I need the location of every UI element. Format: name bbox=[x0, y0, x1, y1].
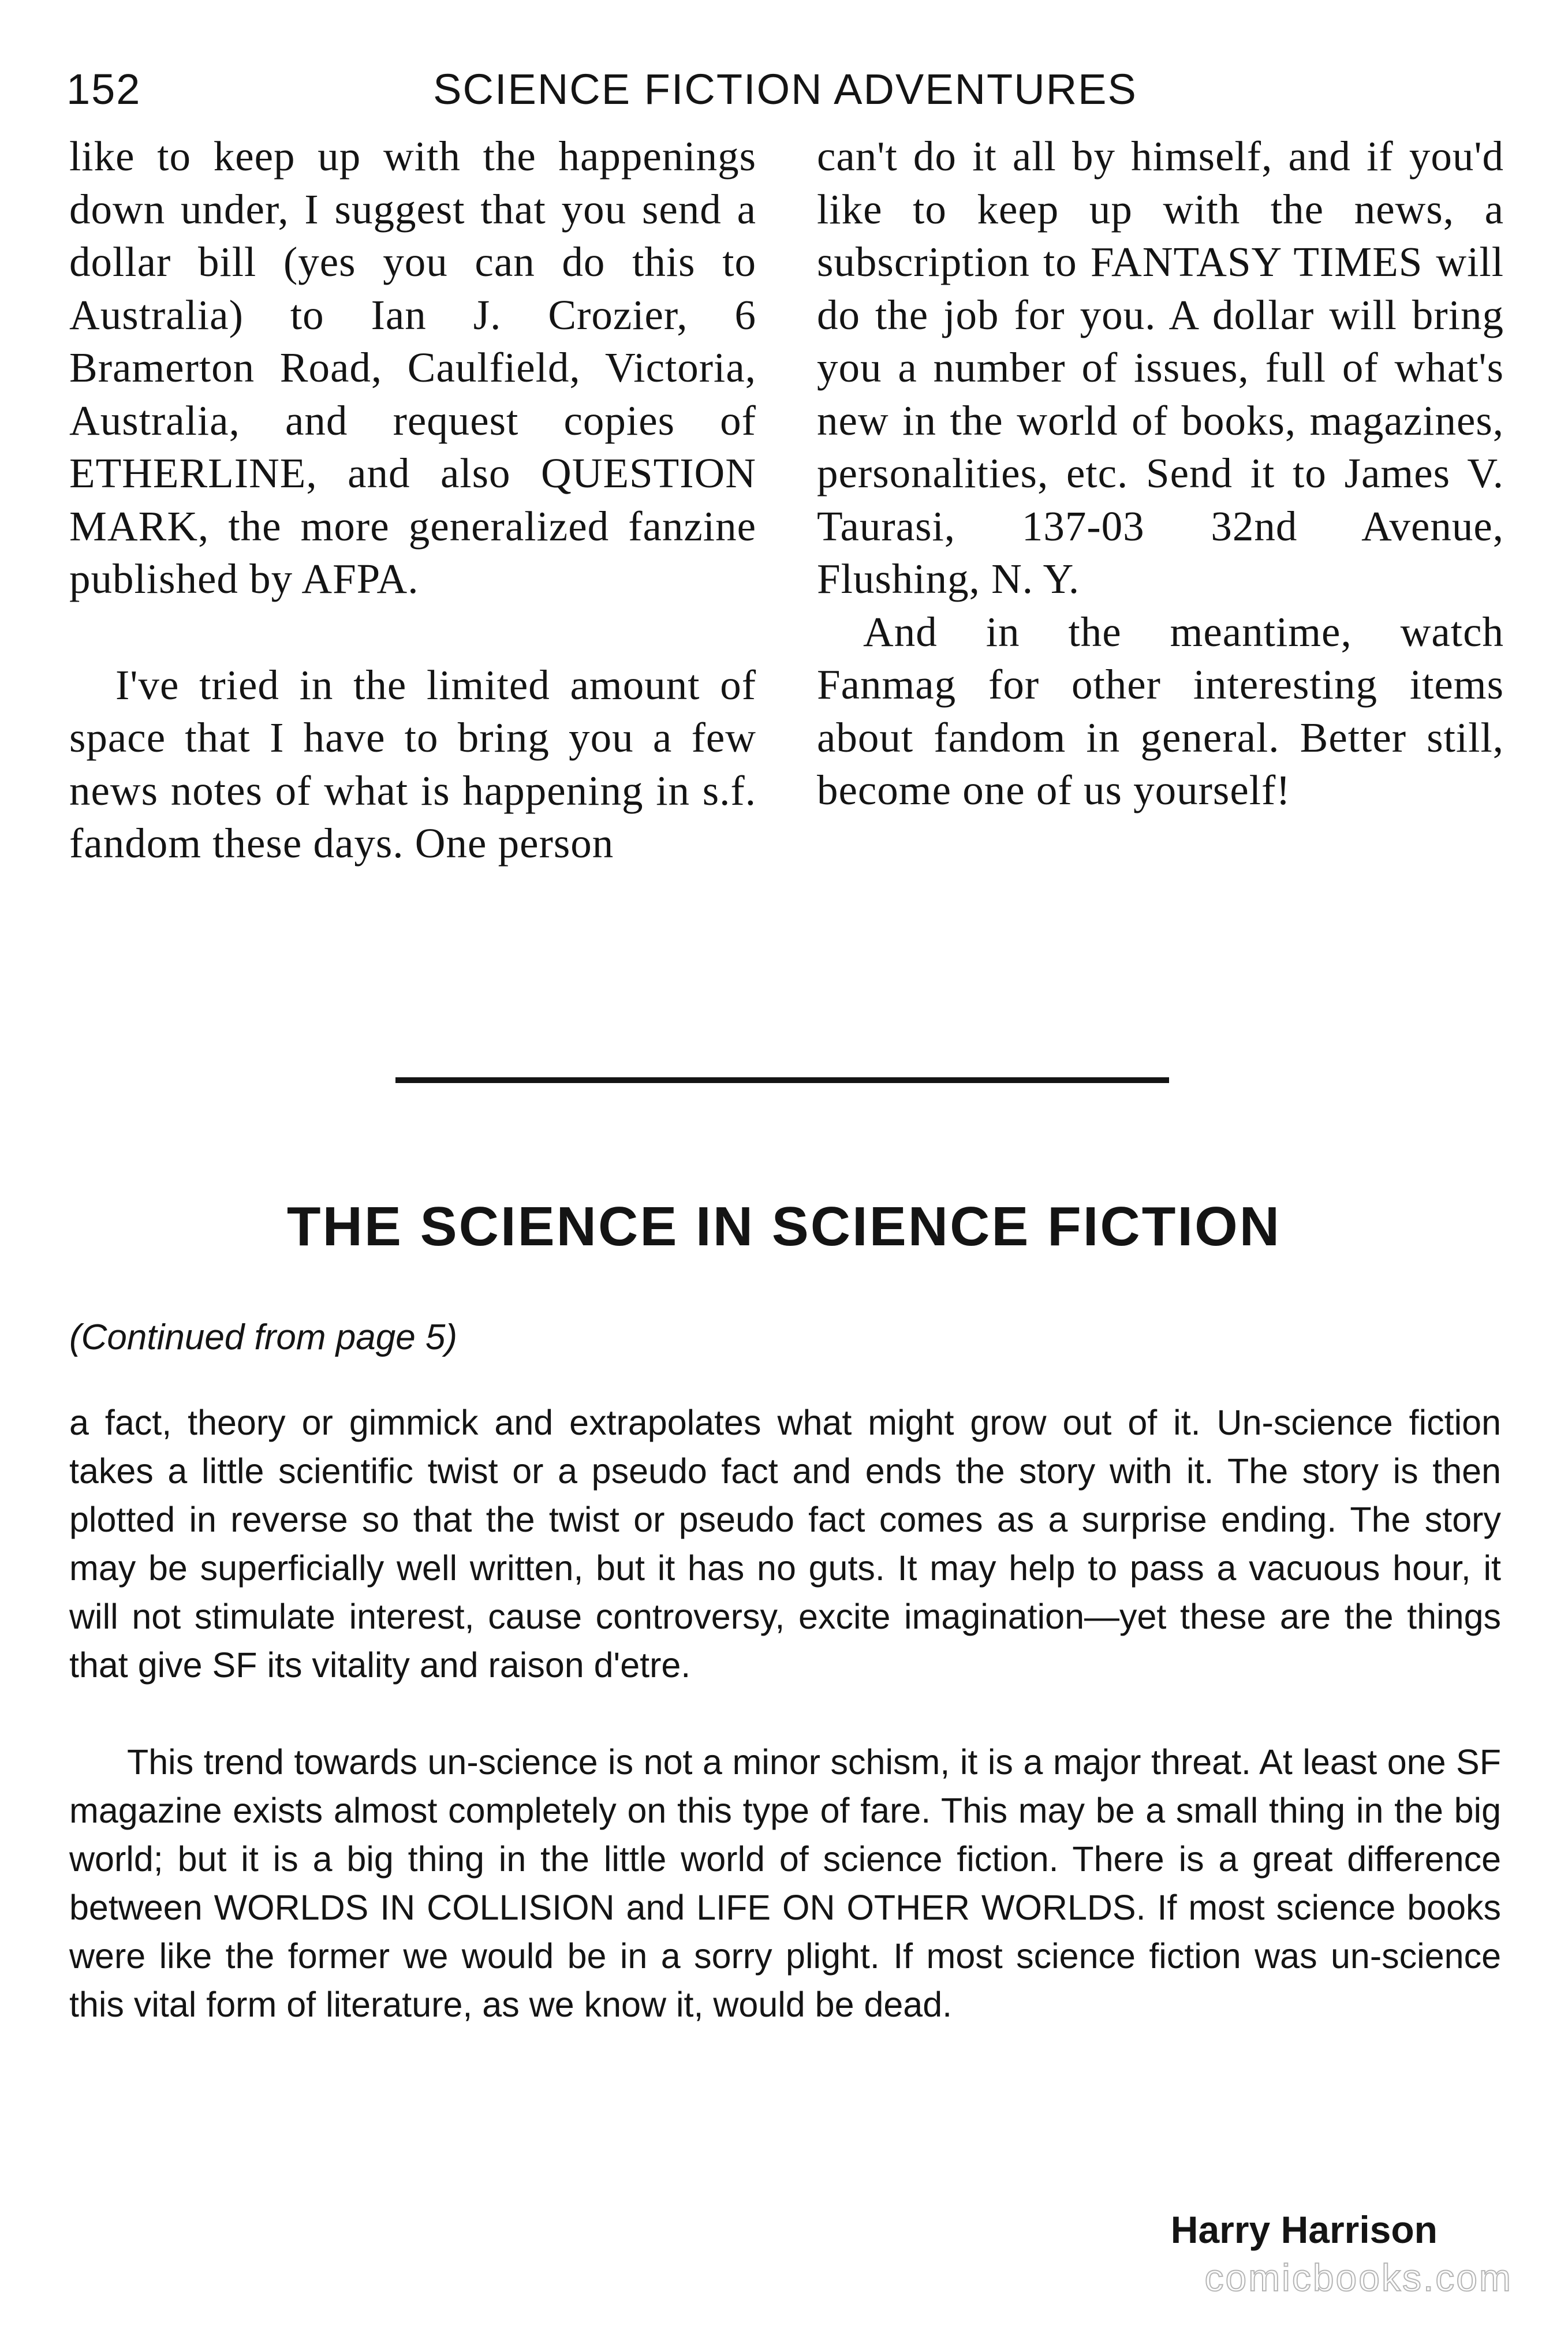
author-byline: Harry Harrison bbox=[1170, 2208, 1438, 2251]
left-column-paragraph: I've tried in the limited amount of space that I have to bring you a few news notes of what is happening in s.f. fandom these days. One person bbox=[69, 661, 756, 867]
left-column bbox=[69, 130, 756, 870]
left-column-paragraph: like to keep up with the happenings down under, I suggest that you send a dollar bill (yes you can do this to Australia) to Ian J. Crozier, 6 Bramerton Road, Caulfield, Victoria, Australia, and request copies of ETHERLINE, and also QUESTION MARK, the more generalized fanzine published by AFPA. bbox=[69, 133, 756, 602]
right-column-paragraph: And in the meantime, watch Fanmag for other interesting items about fandom in general. Better still, become one of us yourself! bbox=[817, 608, 1504, 813]
right-column bbox=[817, 130, 1504, 817]
article-paragraph: This trend towards un-science is not a minor schism, it is a major threat. At least one SF magazine exists almost completely on this type of fare. This may be a small thing in the big world; but it is a big thing in the little world of science fiction. There is a great difference between WORLDS IN COLLISION and LIFE ON OTHER WORLDS. If most science books were like the former we would be in a sorry plight. If most science fiction was un-science this vital form of literature, as we know it, would be dead. bbox=[69, 1742, 1501, 2024]
article-body bbox=[69, 1398, 1501, 2029]
running-title: SCIENCE FICTION ADVENTURES bbox=[433, 65, 1137, 113]
continued-note: (Continued from page 5) bbox=[69, 1317, 458, 1357]
right-column-paragraph: can't do it all by himself, and if you'd like to keep up with the news, a subscription to FANTASY TIMES will do the job for you. A dollar will bring you a number of issues, full of what's new in the world of books, magazines, personalities, etc. Send it to James V. Taurasi, 137-03 32nd Avenue, Flushing, N. Y. bbox=[817, 133, 1504, 602]
section-divider bbox=[395, 1077, 1169, 1083]
page-number: 152 bbox=[66, 65, 141, 113]
page-header bbox=[66, 58, 1504, 121]
article-paragraph: a fact, theory or gimmick and extrapolates what might grow out of it. Un-science fiction takes a little scientific twist or a pseudo fact and ends the story with it. The story is then plotted in reverse so that the twist or pseudo fact comes as a surprise ending. The story may be superficially well written, but it has no guts. It may help to pass a vacuous hour, it will not stimulate interest, cause controversy, excite imagination—yet these are the things that give SF its vitality and raison d'etre. bbox=[69, 1403, 1501, 1685]
article-title: THE SCIENCE IN SCIENCE FICTION bbox=[286, 1196, 1282, 1257]
watermark: comicbooks.com bbox=[1204, 2256, 1513, 2299]
